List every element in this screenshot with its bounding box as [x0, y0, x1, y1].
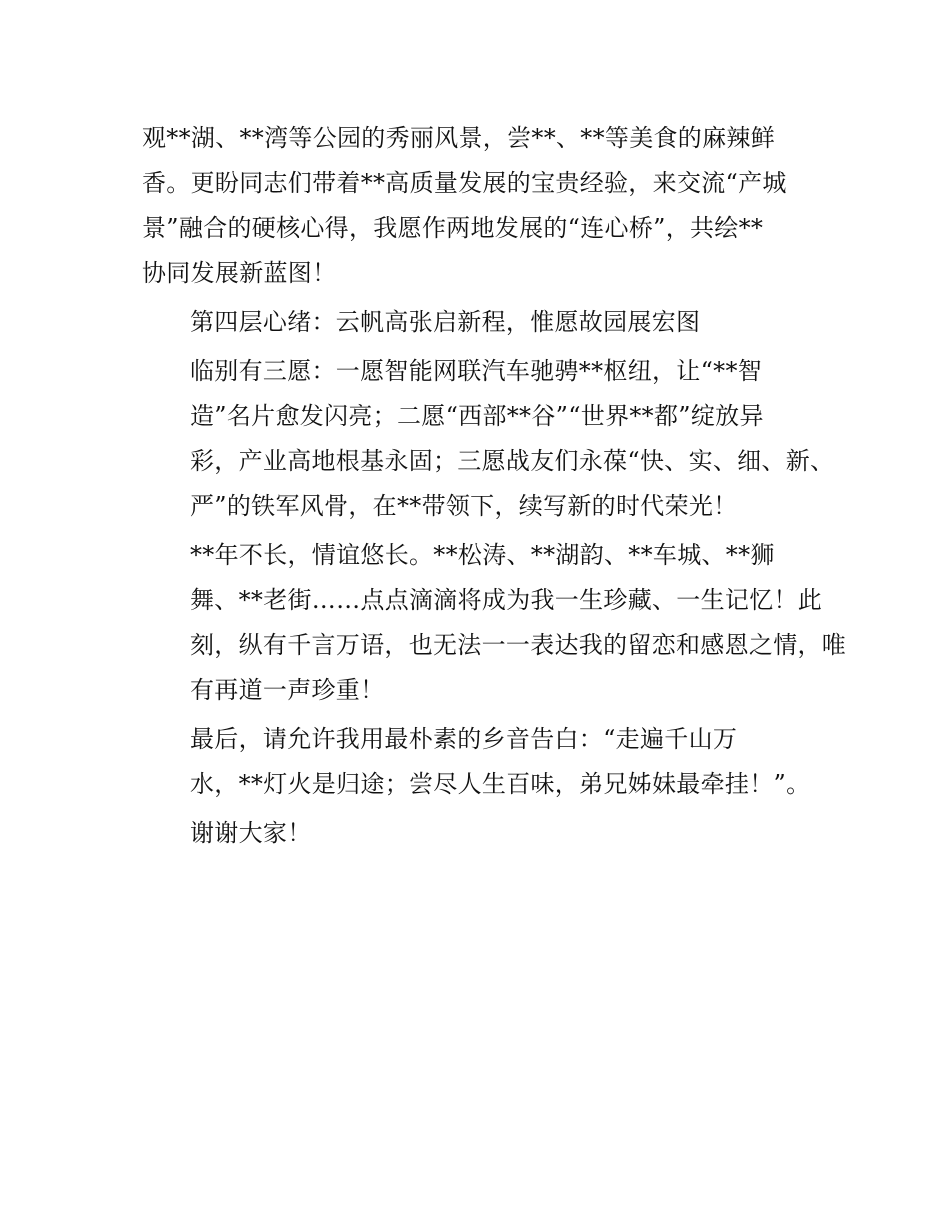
text-line: 景”融合的硬核心得，我愿作两地发展的“连心桥”，共绘**: [142, 214, 764, 242]
text-line: 香。更盼同志们带着**高质量发展的宝贵经验，来交流“产城: [142, 169, 787, 197]
section-heading-fourth: [142, 300, 812, 345]
text-line: 谢谢大家！: [190, 819, 312, 847]
document-body: [142, 116, 847, 856]
paragraph-three-wishes: [142, 349, 835, 529]
paragraph-memories: [142, 533, 847, 713]
text-line: 最后，请允许我用最朴素的乡音告白：“走遍千山万: [190, 725, 738, 753]
text-line: 彩，产业高地根基永固；三愿战友们永葆“快、实、细、新、: [190, 447, 835, 475]
text-line: 造”名片愈发闪亮；二愿“西部**谷”“世界**都”绽放异: [190, 402, 764, 430]
text-line: 严”的铁军风骨，在**带领下，续写新的时代荣光！: [190, 492, 738, 520]
paragraph-closing-words: [142, 717, 812, 807]
text-line: 观**湖、**湾等公园的秀丽风景，尝**、**等美食的麻辣鲜: [142, 124, 775, 152]
text-line: 水，**灯火是归途；尝尽人生百味，弟兄姊妹最牵挂！”。: [190, 770, 811, 798]
text-line: 有再道一声珍重！: [190, 676, 385, 704]
paragraph-thanks: [142, 811, 812, 856]
text-line: **年不长，情谊悠长。**松涛、**湖韵、**车城、**狮: [190, 541, 775, 569]
text-line: 舞、**老街……点点滴滴将成为我一生珍藏、一生记忆！此: [190, 586, 823, 614]
text-line: 刻，纵有千言万语，也无法一一表达我的留恋和感恩之情，唯: [190, 631, 847, 659]
paragraph-continuation: [142, 116, 812, 296]
text-line: 协同发展新蓝图！: [142, 259, 337, 287]
heading-line: 第四层心绪：云帆高张启新程，惟愿故园展宏图: [190, 308, 701, 336]
text-line: 临别有三愿：一愿智能网联汽车驰骋**枢纽，让“**智: [190, 357, 763, 385]
